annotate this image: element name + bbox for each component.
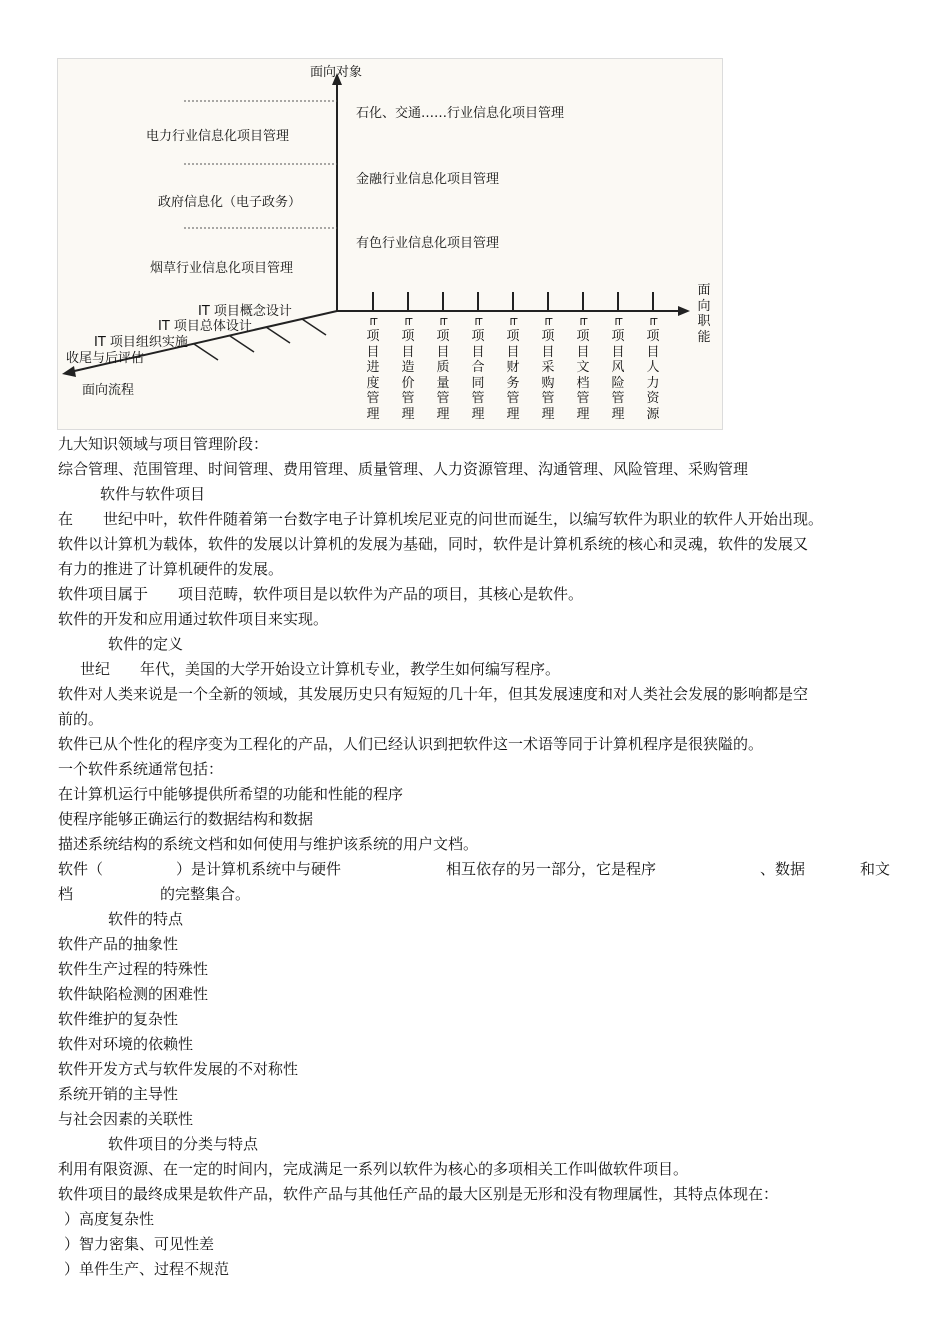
text-line-2: 综合管理、范围管理、时间管理、费用管理、质量管理、人力资源管理、沟通管理、风险管理、采购管理 (58, 460, 749, 478)
feature-item-2: 软件生产过程的特殊性 (58, 960, 209, 978)
list-item-2: ）智力密集、可见性差 (64, 1235, 215, 1253)
feature-item-7: 系统开销的主导性 (58, 1085, 179, 1103)
text-line-8: 软件的开发和应用通过软件项目来实现。 (58, 610, 329, 628)
text-line-19a: 档 (58, 885, 74, 903)
process-item-4: 收尾与后评估 (66, 351, 145, 366)
y-axis-label: 面向对象 (310, 65, 363, 80)
section-heading-definition: 软件的定义 (108, 635, 184, 653)
text-line-18c: 相互依存的另一部分，它是程序 (446, 860, 657, 878)
feature-item-6: 软件开发方式与软件发展的不对称性 (58, 1060, 299, 1078)
feature-item-4: 软件维护的复杂性 (58, 1010, 179, 1028)
text-line-5: 软件以计算机为载体，软件的发展以计算机的发展为基础，同时，软件是计算机系统的核心和灵魂，软件的发展又 (58, 535, 809, 553)
text-line-4: 在 世纪中叶，软件件随着第一台数字电子计算机埃尼亚克的问世而诞生，以编写软件为职业的软件人开始出现。 (58, 510, 824, 528)
text-line-11: 软件对人类来说是一个全新的领域，其发展历史只有短短的几十年，但其发展速度和对人类社会发展的影响都是空 (58, 685, 809, 703)
text-line-18e: 和文 (860, 860, 891, 878)
text-line-13: 软件已从个性化的程序变为工程化的产品，人们已经认识到把软件这一术语等同于计算机程序是很狭隘的。 (58, 735, 764, 753)
section-heading-features: 软件的特点 (108, 910, 184, 928)
text-line-12: 前的。 (58, 710, 104, 728)
right-item-3: 有色行业信息化项目管理 (356, 236, 500, 251)
text-line-1: 九大知识领域与项目管理阶段： (58, 435, 269, 453)
feature-item-8: 与社会因素的关联性 (58, 1110, 194, 1128)
process-item-1: IT 项目概念设计 (198, 304, 292, 319)
right-item-2: 金融行业信息化项目管理 (356, 172, 500, 187)
text-line-17: 描述系统结构的系统文档和如何使用与维护该系统的用户文档。 (58, 835, 479, 853)
right-item-1: 石化、交通……行业信息化项目管理 (356, 106, 565, 121)
x-axis-ticks (373, 292, 653, 311)
text-line-30: 利用有限资源、在一定的时间内，完成满足一系列以软件为核心的多项相关工作叫做软件项目。 (58, 1160, 689, 1178)
x-axis-arrow (678, 306, 690, 316)
function-col-8: IT 项目风险管理 (611, 317, 625, 422)
text-line-18b: ）是计算机系统中与硬件 (176, 860, 342, 878)
section-heading-classification: 软件项目的分类与特点 (108, 1135, 259, 1153)
list-item-3: ）单件生产、过程不规范 (64, 1260, 230, 1278)
feature-item-3: 软件缺陷检测的困难性 (58, 985, 209, 1003)
text-line-16: 使程序能够正确运行的数据结构和数据 (58, 810, 314, 828)
text-line-7: 软件项目属于 项目范畴，软件项目是以软件为产品的项目，其核心是软件。 (58, 585, 584, 603)
it-project-management-figure (57, 58, 723, 430)
function-col-1: IT 项目进度管理 (366, 317, 380, 422)
left-item-3: 烟草行业信息化项目管理 (150, 261, 294, 276)
z-axis-arrow (62, 366, 76, 377)
function-col-7: IT 项目文档管理 (576, 317, 590, 422)
function-col-4: IT 项目合同管理 (471, 317, 485, 422)
text-line-18a: 软件（ (58, 860, 104, 878)
section-heading-software-project: 软件与软件项目 (100, 485, 206, 503)
function-col-3: IT 项目质量管理 (436, 317, 450, 422)
text-line-15: 在计算机运行中能够提供所希望的功能和性能的程序 (58, 785, 404, 803)
function-col-6: IT 项目采购管理 (541, 317, 555, 422)
text-line-6: 有力的推进了计算机硬件的发展。 (58, 560, 284, 578)
text-line-10: 世纪 年代，美国的大学开始设立计算机专业，教学生如何编写程序。 (80, 660, 561, 678)
left-item-1: 电力行业信息化项目管理 (146, 129, 290, 144)
left-item-2: 政府信息化（电子政务） (158, 195, 302, 210)
text-line-31: 软件项目的最终成果是软件产品，软件产品与其他任产品的最大区别是无形和没有物理属性，其特点体现在： (58, 1185, 779, 1203)
feature-item-1: 软件产品的抽象性 (58, 935, 179, 953)
text-line-19b: 的完整集合。 (160, 885, 251, 903)
function-col-9: IT 项目人力资源 (646, 317, 660, 422)
z-axis-label: 面向流程 (82, 383, 135, 398)
text-line-14: 一个软件系统通常包括： (58, 760, 224, 778)
function-col-5: IT 项目财务管理 (506, 317, 520, 422)
process-item-2: IT 项目总体设计 (158, 319, 252, 334)
function-col-2: IT 项目造价管理 (401, 317, 415, 422)
list-item-1: ）高度复杂性 (64, 1210, 155, 1228)
x-axis-label: 面向职能 (697, 283, 711, 345)
process-item-3: IT 项目组织实施 (94, 335, 188, 350)
text-line-18d: 、数据 (760, 860, 806, 878)
feature-item-5: 软件对环境的依赖性 (58, 1035, 194, 1053)
